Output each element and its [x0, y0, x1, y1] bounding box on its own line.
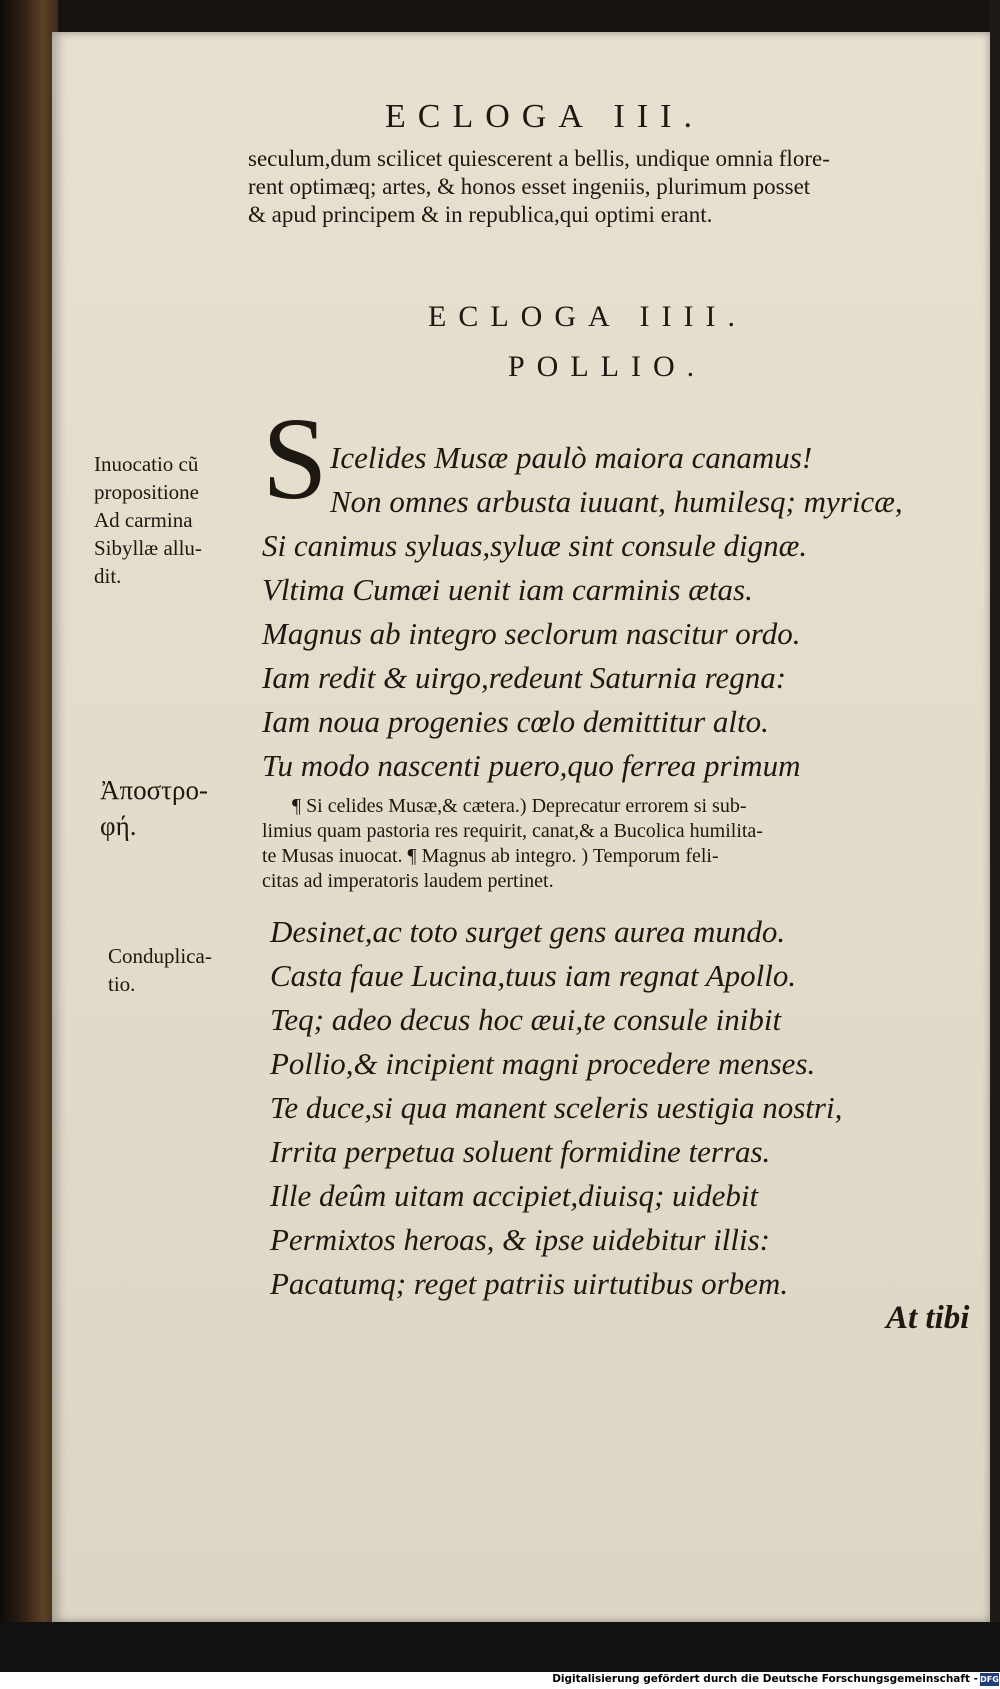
margin-note-invocation: Ad carmina [94, 508, 193, 532]
running-head: ECLOGA III. [385, 98, 704, 135]
eclogue-title: ECLOGA IIII. [428, 300, 747, 333]
margin-note-greek: φή. [100, 811, 137, 841]
verse-line: Icelides Musæ paulò maiora canamus! [330, 440, 813, 475]
catchword: At tibi [886, 1300, 970, 1336]
previous-eclogue-line: rent optimæq; artes, & honos esset ingeniis, plurimum posset [248, 174, 811, 199]
verse-line: Teq; adeo decus hoc æui,te consule inibit [270, 1002, 782, 1037]
verse-line: Desinet,ac toto surget gens aurea mundo. [270, 914, 786, 949]
commentary-line: te Musas inuocat. ¶ Magnus ab integro. ) Temporum feli- [262, 845, 719, 867]
scan-top-border [0, 0, 1000, 32]
commentary-line: ¶ Si celides Musæ,& cætera.) Deprecatur errorem si sub- [292, 795, 747, 817]
verse-line: Iam redit & uirgo,redeunt Saturnia regna: [262, 660, 787, 695]
drop-cap-initial: S [262, 393, 328, 524]
verse-line: Pacatumq; reget patriis uirtutibus orbem. [270, 1266, 789, 1301]
margin-note-invocation: dit. [94, 564, 122, 588]
page-right-edge [990, 0, 1000, 1630]
margin-note-conduplicatio: Conduplica- [108, 944, 212, 968]
previous-eclogue-line: seculum,dum scilicet quiescerent a bellis, undique omnia flore- [248, 146, 830, 171]
verse-line: Tu modo nascenti puero,quo ferrea primum [262, 748, 801, 783]
margin-note-invocation: Sibyllæ allu- [94, 536, 202, 560]
commentary-line: citas ad imperatoris laudem pertinet. [262, 870, 554, 892]
eclogue-subtitle: POLLIO. [508, 350, 707, 383]
scan-bottom-border [0, 1622, 1000, 1672]
verse-line: Magnus ab integro seclorum nascitur ordo. [262, 616, 801, 651]
verse-line: Casta faue Lucina,tuus iam regnat Apollo. [270, 958, 797, 993]
margin-note-greek: Ἀποστρο- [100, 775, 208, 805]
margin-note-conduplicatio: tio. [108, 972, 136, 996]
verse-line: Te duce,si qua manent sceleris uestigia nostri, [270, 1090, 843, 1125]
verse-line: Si canimus syluas,syluæ sint consule dignæ. [262, 528, 808, 563]
margin-note-invocation: propositione [94, 480, 199, 504]
verse-line: Pollio,& incipient magni procedere menses. [270, 1046, 816, 1081]
verse-line: Ille deûm uitam accipiet,diuisq; uidebit [270, 1178, 759, 1213]
dfg-logo: DFG [980, 1675, 999, 1684]
funding-credit: Digitalisierung gefördert durch die Deutsche Forschungsgemeinschaft - [552, 1673, 978, 1685]
verse-line: Iam noua progenies cœlo demittitur alto. [262, 704, 769, 739]
verse-line: Permixtos heroas, & ipse uidebitur illis: [270, 1222, 770, 1257]
verse-line: Vltima Cumæi uenit iam carminis ætas. [262, 572, 753, 607]
verse-line: Non omnes arbusta iuuant, humilesq; myricæ, [330, 484, 903, 519]
verse-line: Irrita perpetua soluent formidine terras. [270, 1134, 771, 1169]
commentary-line: limius quam pastoria res requirit, canat,& a Bucolica humilita- [262, 820, 763, 842]
margin-note-invocation: Inuocatio cũ [94, 452, 199, 476]
book-spine-edge [0, 0, 58, 1630]
previous-eclogue-line: & apud principem & in republica,qui optimi erant. [248, 202, 713, 227]
